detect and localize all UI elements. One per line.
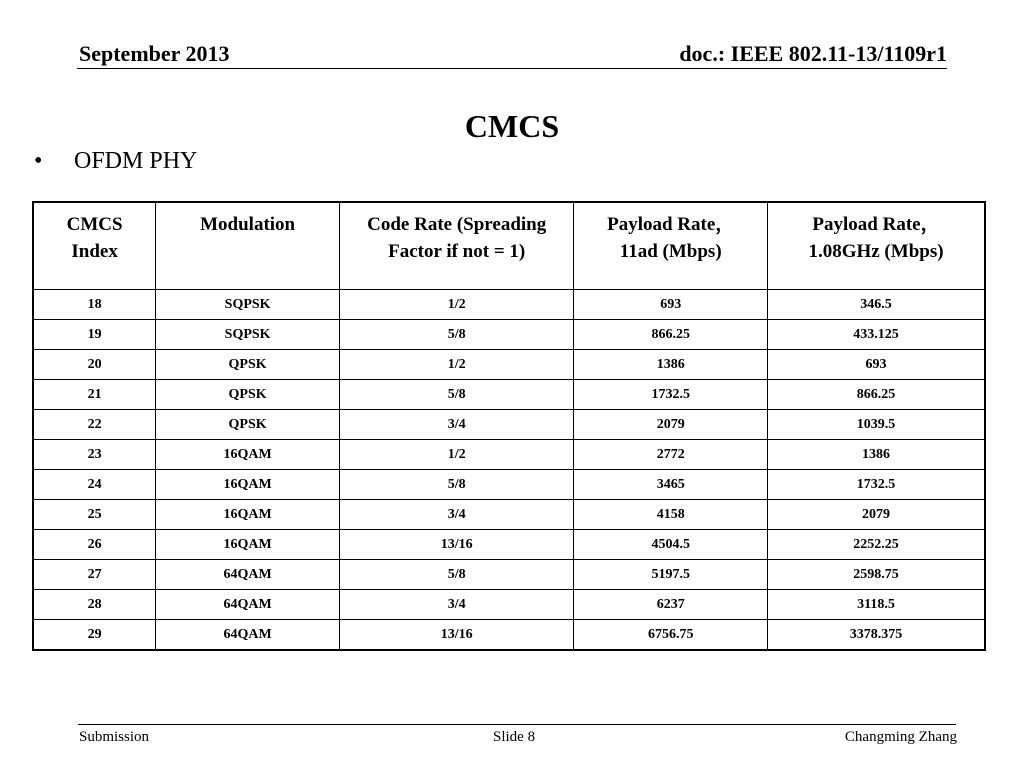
- bullet-mark: •: [34, 148, 43, 174]
- header-line: Code Rate (Spreading: [367, 214, 547, 235]
- cell-code-rate: 5/8: [339, 470, 573, 500]
- table-header-row: [33, 202, 985, 290]
- cell-payload-11ad: 693: [574, 290, 768, 320]
- cell-payload-11ad: 1386: [574, 350, 768, 380]
- cell-code-rate: 5/8: [339, 560, 573, 590]
- footer-divider: [78, 724, 956, 725]
- cell-modulation: QPSK: [156, 350, 340, 380]
- table-row: [33, 290, 985, 320]
- header-line: Factor if not = 1): [388, 241, 526, 262]
- cell-code-rate: 3/4: [339, 590, 573, 620]
- header-line: Payload Rate，: [607, 214, 735, 235]
- header-line: 1.08GHz (Mbps): [808, 241, 944, 262]
- cell-payload-11ad: 4504.5: [574, 530, 768, 560]
- cell-payload-1-08ghz: 1386: [767, 440, 985, 470]
- cell-payload-1-08ghz: 346.5: [767, 290, 985, 320]
- table-row: [33, 410, 985, 440]
- cell-code-rate: 3/4: [339, 410, 573, 440]
- cell-payload-11ad: 2079: [574, 410, 768, 440]
- cell-code-rate: 5/8: [339, 320, 573, 350]
- bullet-text: OFDM PHY: [74, 148, 198, 174]
- table-row: [33, 590, 985, 620]
- table-row: [33, 350, 985, 380]
- header-line: CMCS: [66, 214, 123, 235]
- cell-index: 22: [33, 410, 156, 440]
- header-line: 11ad (Mbps): [619, 241, 722, 262]
- cell-payload-1-08ghz: 2079: [767, 500, 985, 530]
- table-row: [33, 320, 985, 350]
- cell-modulation: QPSK: [156, 410, 340, 440]
- header-payload-1-08ghz: [767, 202, 985, 290]
- cell-payload-11ad: 3465: [574, 470, 768, 500]
- cell-payload-1-08ghz: 3378.375: [767, 620, 985, 651]
- cell-payload-11ad: 1732.5: [574, 380, 768, 410]
- cell-payload-1-08ghz: 2598.75: [767, 560, 985, 590]
- cell-index: 27: [33, 560, 156, 590]
- cell-modulation: 64QAM: [156, 560, 340, 590]
- header-line: Modulation: [200, 214, 296, 235]
- cell-payload-1-08ghz: 433.125: [767, 320, 985, 350]
- cell-modulation: 16QAM: [156, 500, 340, 530]
- cell-payload-1-08ghz: 866.25: [767, 380, 985, 410]
- cell-modulation: 16QAM: [156, 470, 340, 500]
- cell-code-rate: 13/16: [339, 530, 573, 560]
- header-code-rate: [339, 202, 573, 290]
- cell-payload-1-08ghz: 693: [767, 350, 985, 380]
- table-row: [33, 500, 985, 530]
- cell-modulation: 16QAM: [156, 440, 340, 470]
- cell-index: 29: [33, 620, 156, 651]
- slide-title: CMCS: [464, 108, 560, 144]
- cell-index: 20: [33, 350, 156, 380]
- cell-index: 26: [33, 530, 156, 560]
- cell-code-rate: 13/16: [339, 620, 573, 651]
- header-date: September 2013: [79, 41, 230, 66]
- header-payload-11ad: [574, 202, 768, 290]
- header-doc-id: doc.: IEEE 802.11-13/1109r1: [679, 41, 947, 66]
- cell-payload-11ad: 2772: [574, 440, 768, 470]
- cell-payload-1-08ghz: 3118.5: [767, 590, 985, 620]
- cell-index: 24: [33, 470, 156, 500]
- cell-index: 23: [33, 440, 156, 470]
- cell-payload-11ad: 6756.75: [574, 620, 768, 651]
- cell-modulation: 16QAM: [156, 530, 340, 560]
- cell-modulation: 64QAM: [156, 620, 340, 651]
- table-row: [33, 530, 985, 560]
- cell-modulation: SQPSK: [156, 320, 340, 350]
- header-divider: [77, 68, 947, 69]
- cell-index: 28: [33, 590, 156, 620]
- cell-index: 19: [33, 320, 156, 350]
- table-row: [33, 440, 985, 470]
- cell-index: 25: [33, 500, 156, 530]
- cell-modulation: 64QAM: [156, 590, 340, 620]
- cmcs-table: [32, 201, 986, 651]
- header-modulation: [156, 202, 340, 290]
- cell-index: 18: [33, 290, 156, 320]
- cell-index: 21: [33, 380, 156, 410]
- cell-payload-1-08ghz: 2252.25: [767, 530, 985, 560]
- cell-payload-11ad: 5197.5: [574, 560, 768, 590]
- header-line: Payload Rate，: [812, 214, 940, 235]
- table-row: [33, 560, 985, 590]
- bullet-item: [34, 146, 197, 176]
- footer-slide-number: Slide 8: [493, 729, 536, 745]
- cell-payload-1-08ghz: 1039.5: [767, 410, 985, 440]
- cell-modulation: QPSK: [156, 380, 340, 410]
- table-row: [33, 470, 985, 500]
- table-row: [33, 380, 985, 410]
- cell-payload-11ad: 866.25: [574, 320, 768, 350]
- cell-payload-1-08ghz: 1732.5: [767, 470, 985, 500]
- cell-code-rate: 1/2: [339, 290, 573, 320]
- footer-submission: Submission: [79, 729, 150, 745]
- cell-code-rate: 1/2: [339, 350, 573, 380]
- cell-code-rate: 1/2: [339, 440, 573, 470]
- cell-modulation: SQPSK: [156, 290, 340, 320]
- header-cmcs-index: [33, 202, 156, 290]
- cell-payload-11ad: 6237: [574, 590, 768, 620]
- footer-author: Changming Zhang: [844, 729, 957, 745]
- table-body: [33, 290, 985, 651]
- header-line: Index: [71, 241, 118, 262]
- cell-code-rate: 5/8: [339, 380, 573, 410]
- table-row: [33, 620, 985, 651]
- cell-code-rate: 3/4: [339, 500, 573, 530]
- cell-payload-11ad: 4158: [574, 500, 768, 530]
